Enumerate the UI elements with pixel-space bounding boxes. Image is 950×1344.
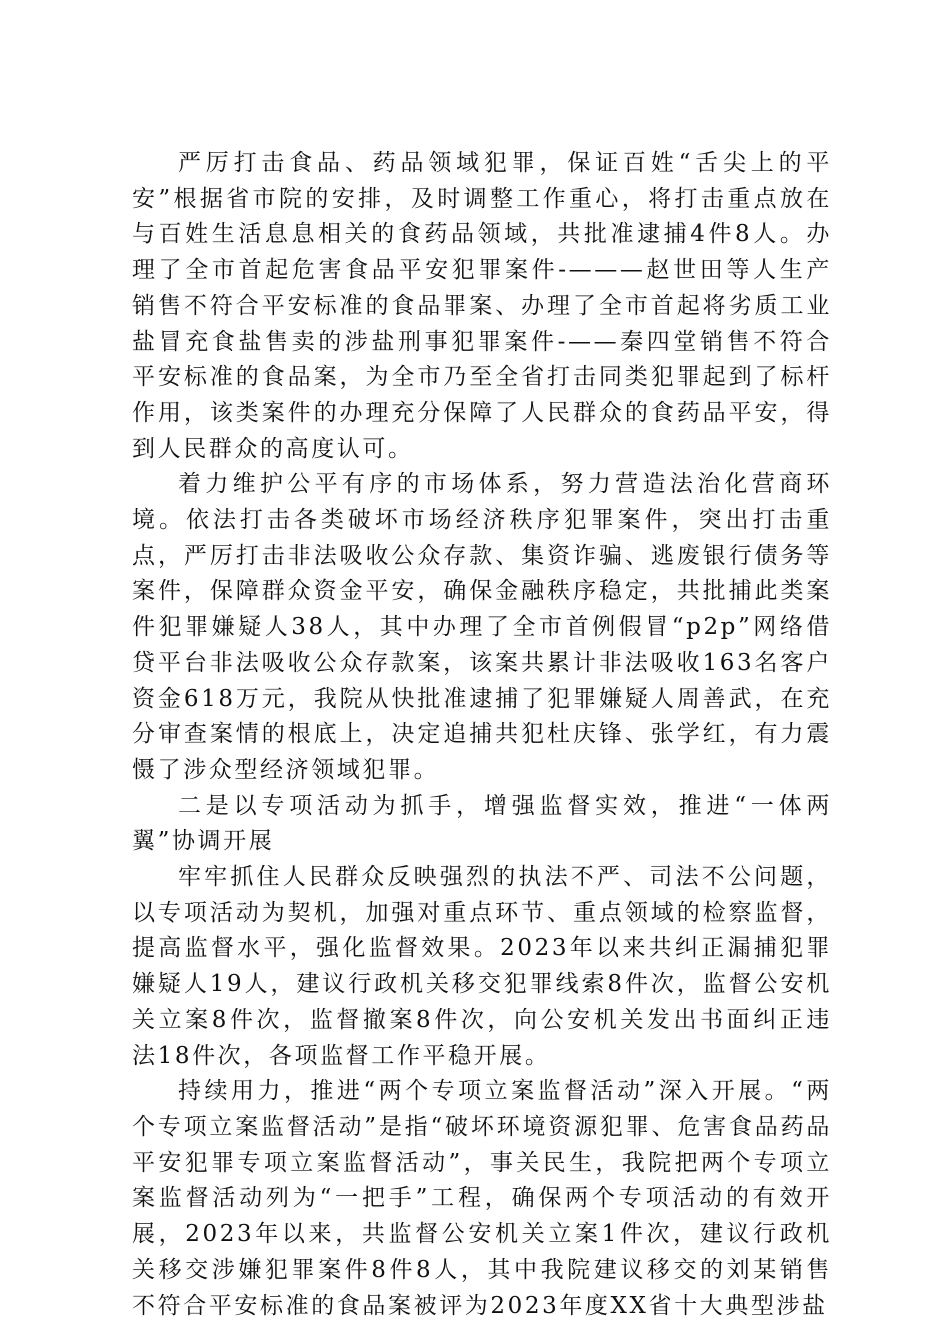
document-body bbox=[132, 146, 832, 1324]
paragraph-food-drug-crime: 严厉打击食品、药品领域犯罪，保证百姓“舌尖上的平安”根据省市院的安排，及时调整工作重心，将打击重点放在与百姓生活息息相关的食药品领域，共批准逮捕4件8人。办理了全市首起危害食品平安犯罪案件-———赵世田等人生产销售不符合平安标准的食品罪案、办理了全市首起将劣质工业盐冒充食盐售卖的涉盐刑事犯罪案件-——秦四堂销售不符合平安标准的食品案，为全市乃至全省打击同类犯罪起到了标杆作用，该类案件的办理充分保障了人民群众的食药品平安，得到人民群众的高度认可。 bbox=[132, 150, 832, 462]
paragraph-two-special-campaigns: 持续用力，推进“两个专项立案监督活动”深入开展。“两个专项立案监督活动”是指“破坏环境资源犯罪、危害食品药品平安犯罪专项立案监督活动”，事关民生，我院把两个专项立案监督活动列为“一把手”工程，确保两个专项活动的有效开展，2023年以来，共监督公安机关立案1件次，建议行政机关移交涉嫌犯罪案件8件8人，其中我院建议移交的刘某销售不符合平安标准的食品案被评为2023年度XX省十大典型涉盐 bbox=[132, 1078, 832, 1319]
paragraph-market-order: 着力维护公平有序的市场体系，努力营造法治化营商环境。依法打击各类破坏市场经济秩序犯罪案件，突出打击重点，严厉打击非法吸收公众存款、集资诈骗、逃废银行债务等案件，保障群众资金平安，确保金融秩序稳定，共批捕此类案件犯罪嫌疑人38人，其中办理了全市首例假冒“p2p”网络借贷平台非法吸收公众存款案，该案共累计非法吸收163名客户资金618万元，我院从快批准逮捕了犯罪嫌疑人周善武，在充分审查案情的根底上，决定追捕共犯杜庆锋、张学红，有力震慑了涉众型经济领域犯罪。 bbox=[132, 471, 832, 783]
paragraph-supervision: 牢牢抓住人民群众反映强烈的执法不严、司法不公问题，以专项活动为契机，加强对重点环节、重点领域的检察监督，提高监督水平，强化监督效果。2023年以来共纠正漏捕犯罪嫌疑人19人，建议行政机关移交犯罪线索8件次，监督公安机关立案8件次，监督撤案8件次，向公安机关发出书面纠正违法18件次，各项监督工作平稳开展。 bbox=[132, 864, 832, 1069]
paragraph-special-activities-heading: 二是以专项活动为抓手，增强监督实效，推进“一体两翼”协调开展 bbox=[132, 792, 832, 855]
